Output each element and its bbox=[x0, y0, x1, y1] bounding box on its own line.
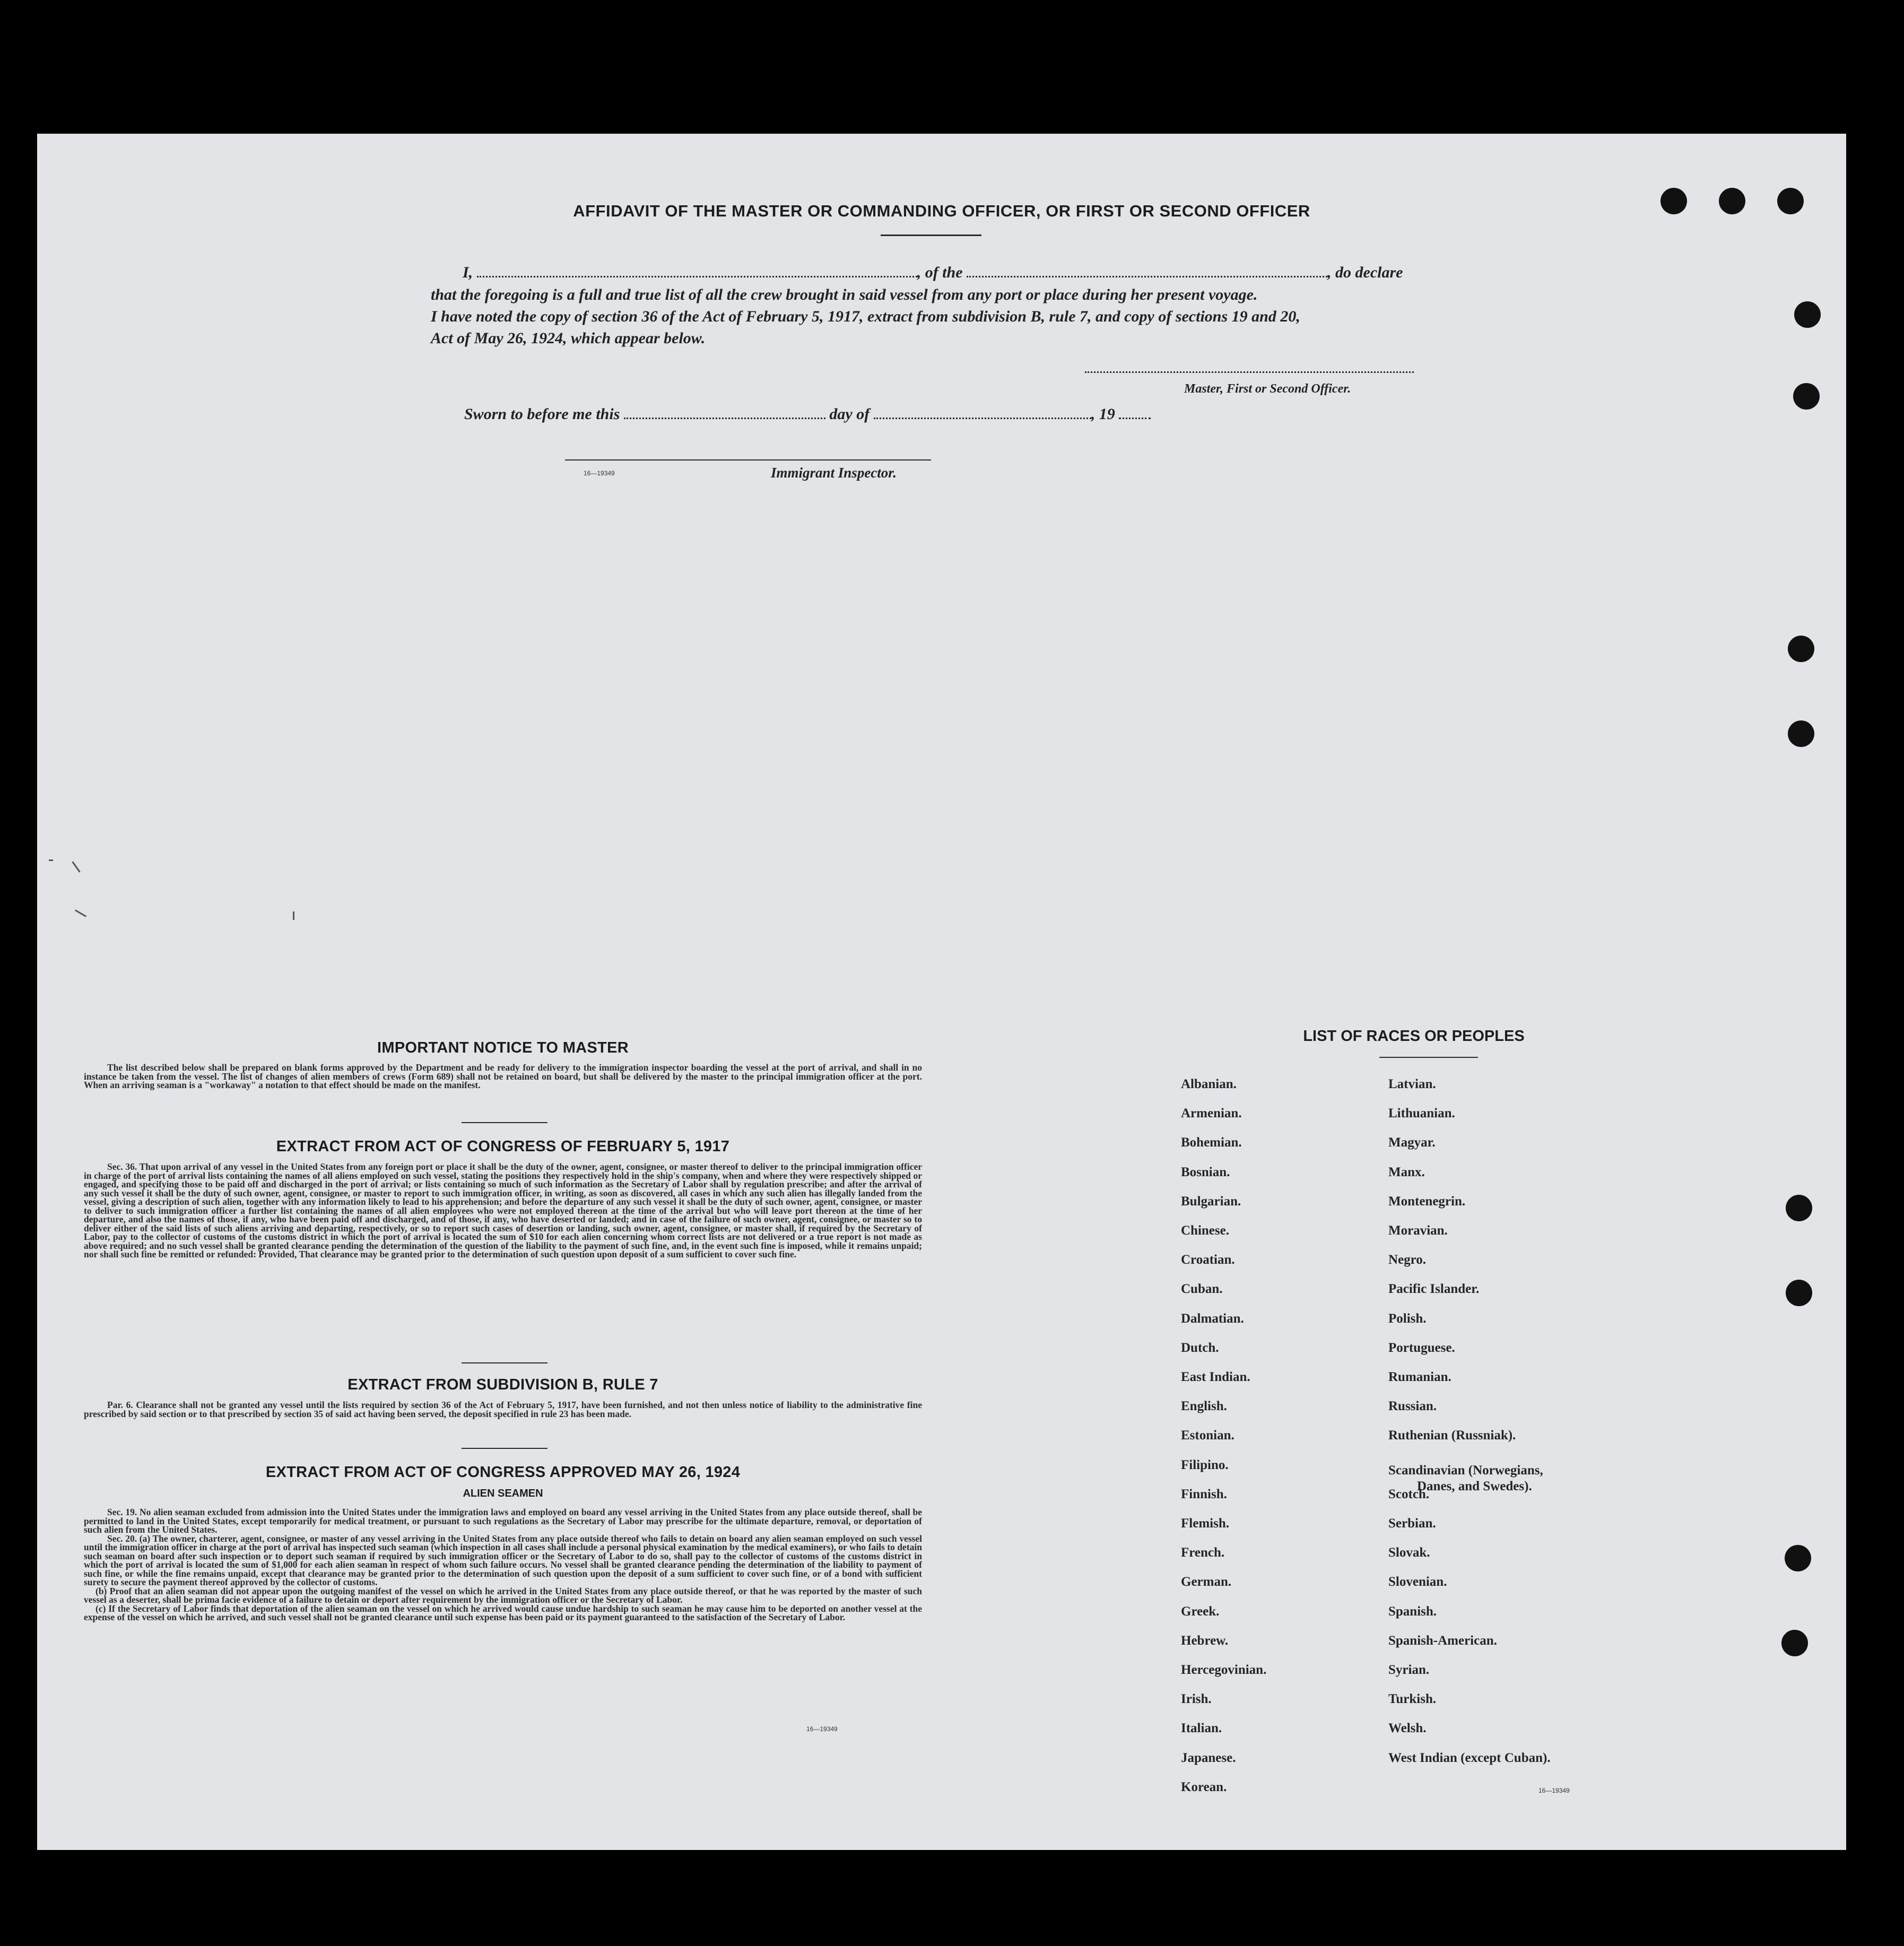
punch-hole-icon bbox=[1785, 1545, 1811, 1571]
extract-1917-title: EXTRACT FROM ACT OF CONGRESS OF FEBRUARY 5, 1917 bbox=[276, 1138, 730, 1155]
declaration-line-1 bbox=[463, 264, 1403, 282]
race-item: Serbian. bbox=[1388, 1516, 1436, 1531]
extract-1917-body: Sec. 36. That upon arrival of any vessel in the United States from any foreign port or place it shall be the duty of the owner, agent, consignee, or master thereof to deliver to the principal immigration officer in charge of the port of arrival lists containing the names of all aliens employed on such vessel, stating the positions they respectively hold in the ship's company, when and where they were respectively shipped or engaged, and specifying those to be paid off and discharged in the port of arrival; or lists containing so much of such information as the Secretary of Labor shall by regulation prescribe; and after the arrival of any such vessel it shall be the duty of such owner, agent, consignee, or master to report to such immigration officer, in writing, as soon as discovered, all cases in which any such alien has illegally landed from the vessel, giving a description of such alien, together with any information likely to lead to his apprehension; and before the departure of any such vessel it shall be the duty of such owner, agent, consignee, or master to deliver to such immigration officer a further list containing the names of all alien employees who were not employed thereon at the time of the arrival but who will leave port thereon at the time of her departure, and also the names of those, if any, who have been paid off and discharged, and of those, if any, who have deserted or landed; and in case of the failure of such owner, agent, consignee, or master so to deliver either of the said lists of such aliens arriving and departing, respectively, or so to report such cases of desertion or landing, such owner, agent, consignee, or master shall, if required by the Secretary of Labor, pay to the collector of customs of the customs district in which the port of arrival is located the sum of $10 for each alien concerning whom correct lists are not delivered or a true report is not made as above required; and no such vessel shall be granted clearance pending the determination of the question of the liability to the payment of such fine, and, in the event such fine is imposed, while it remains unpaid; nor shall such fine be remitted or refunded: Provided, That clearance may be granted prior to the determination of such question upon deposit of a sum sufficient to cover such fine. bbox=[84, 1161, 922, 1259]
race-item: Russian. bbox=[1388, 1399, 1437, 1414]
race-item: Hercegovinian. bbox=[1181, 1663, 1267, 1677]
declaration-line-2: that the foregoing is a full and true list of all the crew brought in said vessel from any port or place during her present voyage. bbox=[431, 286, 1258, 303]
declaration-line-4: Act of May 26, 1924, which appear below. bbox=[431, 329, 706, 347]
document-sheet bbox=[37, 134, 1846, 1850]
master-signature-blank[interactable] bbox=[1085, 371, 1414, 373]
name-blank[interactable] bbox=[477, 276, 917, 277]
form-number-races: 16—19349 bbox=[1538, 1787, 1570, 1794]
section-divider bbox=[462, 1362, 547, 1363]
race-item: Chinese. bbox=[1181, 1223, 1229, 1238]
title-underline bbox=[881, 234, 981, 236]
sworn-year: , 19 bbox=[1091, 405, 1115, 423]
sworn-prefix: Sworn to before me this bbox=[464, 405, 620, 423]
punch-hole-icon bbox=[1781, 1630, 1808, 1656]
declaration-line-3: I have noted the copy of section 36 of the Act of February 5, 1917, extract from subdivision B, rule 7, and copy of sections 19 and 20, bbox=[431, 308, 1300, 325]
race-item: Japanese. bbox=[1181, 1750, 1236, 1765]
declaration-i: I, bbox=[463, 264, 473, 281]
rule7-title: EXTRACT FROM SUBDIVISION B, RULE 7 bbox=[347, 1376, 658, 1393]
sec-20a: Sec. 20. (a) The owner, charterer, agent, consignee, or master of any vessel arriving in the United States from any place outside thereof who fails to detain on board any alien seaman employed on such vessel until the immigration officer in charge at the port of arrival has inspected such seaman (which inspection in all cases shall include a personal physical examination by the medical examiners), or who fails to detain such seaman on board after such inspection or to deport such seaman if required by such immigration officer or the Secretary of Labor to do so, shall pay to the collector of customs of the customs district in which the port of arrival is located the sum of $1,000 for each alien seaman in respect of whom such failure occurs. No vessel shall be granted clearance pending the determination of the liability to payment of such fine, or while the fine remains unpaid, except that clearance may be granted prior to the determination of such question upon the deposit of a sum sufficient to cover such fine, or of a bond with sufficient surety to secure the payment thereof approved by the collector of customs. bbox=[84, 1533, 922, 1587]
race-item: Italian. bbox=[1181, 1721, 1222, 1736]
race-item: Korean. bbox=[1181, 1779, 1227, 1794]
extract-1924-subtitle: ALIEN SEAMEN bbox=[463, 1488, 543, 1499]
inspector-signature-line bbox=[565, 459, 931, 461]
race-item: Magyar. bbox=[1388, 1135, 1436, 1150]
race-item: East Indian. bbox=[1181, 1370, 1250, 1384]
race-item: Finnish. bbox=[1181, 1487, 1227, 1501]
extract-1924-title: EXTRACT FROM ACT OF CONGRESS APPROVED MAY 26, 1924 bbox=[265, 1464, 741, 1481]
races-title-underline bbox=[1379, 1057, 1478, 1058]
ink-speck bbox=[293, 911, 294, 920]
form-number-bottom: 16—19349 bbox=[806, 1725, 838, 1733]
punch-hole-icon bbox=[1794, 301, 1821, 328]
race-item: Hebrew. bbox=[1181, 1633, 1229, 1648]
punch-hole-icon bbox=[1793, 383, 1820, 410]
sworn-day-of: day of bbox=[829, 405, 870, 423]
punch-hole-icon bbox=[1788, 636, 1814, 662]
race-item: Cuban. bbox=[1181, 1282, 1223, 1297]
race-item: Bohemian. bbox=[1181, 1135, 1242, 1150]
race-item: Slovenian. bbox=[1388, 1575, 1447, 1589]
race-item: Spanish. bbox=[1388, 1604, 1437, 1619]
race-item: Scotch. bbox=[1388, 1487, 1430, 1501]
inspector-caption: Immigrant Inspector. bbox=[771, 465, 897, 481]
punch-hole-icon bbox=[1788, 720, 1814, 747]
affidavit-title: AFFIDAVIT OF THE MASTER OR COMMANDING OFFICER, OR FIRST OR SECOND OFFICER bbox=[573, 202, 1310, 220]
races-title: LIST OF RACES OR PEOPLES bbox=[1303, 1028, 1525, 1045]
sworn-line bbox=[464, 405, 1151, 423]
race-item: Negro. bbox=[1388, 1253, 1427, 1267]
race-item: Scandinavian (Norwegians, bbox=[1388, 1463, 1543, 1478]
race-item: Syrian. bbox=[1388, 1663, 1430, 1677]
race-item: Montenegrin. bbox=[1388, 1194, 1466, 1209]
race-item: Welsh. bbox=[1388, 1721, 1427, 1736]
race-item: Danes, and Swedes). bbox=[1417, 1479, 1532, 1493]
race-item: Albanian. bbox=[1181, 1077, 1237, 1091]
form-number-top: 16—19349 bbox=[584, 470, 615, 477]
race-item: Ruthenian (Russniak). bbox=[1388, 1428, 1516, 1443]
race-item: Portuguese. bbox=[1388, 1340, 1455, 1355]
sworn-month-blank[interactable] bbox=[874, 418, 1091, 419]
master-signature-caption: Master, First or Second Officer. bbox=[1184, 382, 1351, 396]
race-item: Rumanian. bbox=[1388, 1370, 1451, 1384]
race-item: Moravian. bbox=[1388, 1223, 1448, 1238]
race-item: Dalmatian. bbox=[1181, 1311, 1244, 1326]
race-item: Flemish. bbox=[1181, 1516, 1229, 1531]
race-item: Bosnian. bbox=[1181, 1165, 1230, 1179]
race-item: Pacific Islander. bbox=[1388, 1282, 1480, 1297]
ink-speck bbox=[49, 859, 53, 861]
sec-20c: (c) If the Secretary of Labor finds that deportation of the alien seaman on the vessel on which he arrived would cause undue hardship to such seaman he may cause him to be deported on another vessel at the expense of the vessel on which he arrived, and such vessel shall not be granted clearance until such expense has been paid or its payment guaranteed to the satisfaction of the Secretary of Labor. bbox=[84, 1603, 922, 1622]
section-divider bbox=[462, 1122, 547, 1123]
notice-body: The list described below shall be prepared on blank forms approved by the Department and be ready for delivery to the immigration inspector boarding the vessel at the port of arrival, and shall in no instance be taken from the vessel. The list of changes of alien members of crews (Form 689) shall not be retained on board, but shall be delivered by the master to the principal immigration officer at the port. When an arriving seaman is a "workaway" a notation to that effect should be made on the manifest. bbox=[84, 1062, 922, 1090]
race-item: Spanish-American. bbox=[1388, 1633, 1497, 1648]
race-item: West Indian (except Cuban). bbox=[1388, 1750, 1551, 1765]
rule7-body: Par. 6. Clearance shall not be granted any vessel until the lists required by section 36 of the Act of February 5, 1917, have been furnished, and not then unless notice of liability to the administrative fine prescribed by said section or to that prescribed by section 35 of said act having been served, the deposit specified in rule 23 has been made. bbox=[84, 1400, 922, 1419]
declaration-do-declare: , do declare bbox=[1327, 264, 1403, 281]
notice-title: IMPORTANT NOTICE TO MASTER bbox=[377, 1039, 629, 1056]
race-item: Turkish. bbox=[1388, 1692, 1437, 1707]
sec-19: Sec. 19. No alien seaman excluded from admission into the United States under the immigration laws and employed on board any vessel arriving in the United States from any place outside thereof, shall be permitted to land in the United States, except temporarily for medical treatment, or pursuant to such regulations as the Secretary of Labor may prescribe for the ultimate departure, removal, or deportation of such alien from the United States. bbox=[84, 1507, 922, 1535]
race-item: Irish. bbox=[1181, 1692, 1212, 1707]
punch-hole-icon bbox=[1786, 1195, 1812, 1221]
ink-speck bbox=[72, 861, 80, 872]
race-item: Estonian. bbox=[1181, 1428, 1234, 1443]
declaration-of-the: , of the bbox=[917, 264, 963, 281]
vessel-blank[interactable] bbox=[967, 276, 1327, 277]
race-item: English. bbox=[1181, 1399, 1227, 1414]
race-item: Filipino. bbox=[1181, 1457, 1229, 1472]
section-divider bbox=[462, 1448, 547, 1449]
race-item: Slovak. bbox=[1388, 1545, 1430, 1560]
extract-1924-body bbox=[84, 1508, 922, 1622]
punch-hole-icon bbox=[1786, 1280, 1812, 1306]
race-item: Greek. bbox=[1181, 1604, 1220, 1619]
race-item: Croatian. bbox=[1181, 1253, 1235, 1267]
sworn-day-blank[interactable] bbox=[624, 418, 825, 419]
race-item: Bulgarian. bbox=[1181, 1194, 1241, 1209]
race-item: Latvian. bbox=[1388, 1077, 1436, 1091]
race-item: Dutch. bbox=[1181, 1340, 1219, 1355]
race-item: Lithuanian. bbox=[1388, 1106, 1455, 1121]
sworn-year-blank[interactable] bbox=[1119, 418, 1151, 419]
race-item: French. bbox=[1181, 1545, 1225, 1560]
sec-20b: (b) Proof that an alien seaman did not appear upon the outgoing manifest of the vessel on which he arrived in the United States from any place outside thereof, or that he was reported by the master of such vessel as a deserter, shall be prima facie evidence of a failure to detain or deport after requirement by the immigration officer or the Secretary of Labor. bbox=[84, 1585, 922, 1605]
race-item: Armenian. bbox=[1181, 1106, 1242, 1121]
race-item: Polish. bbox=[1388, 1311, 1427, 1326]
race-item: Manx. bbox=[1388, 1165, 1425, 1179]
ink-speck bbox=[75, 909, 86, 917]
race-item: German. bbox=[1181, 1575, 1232, 1589]
